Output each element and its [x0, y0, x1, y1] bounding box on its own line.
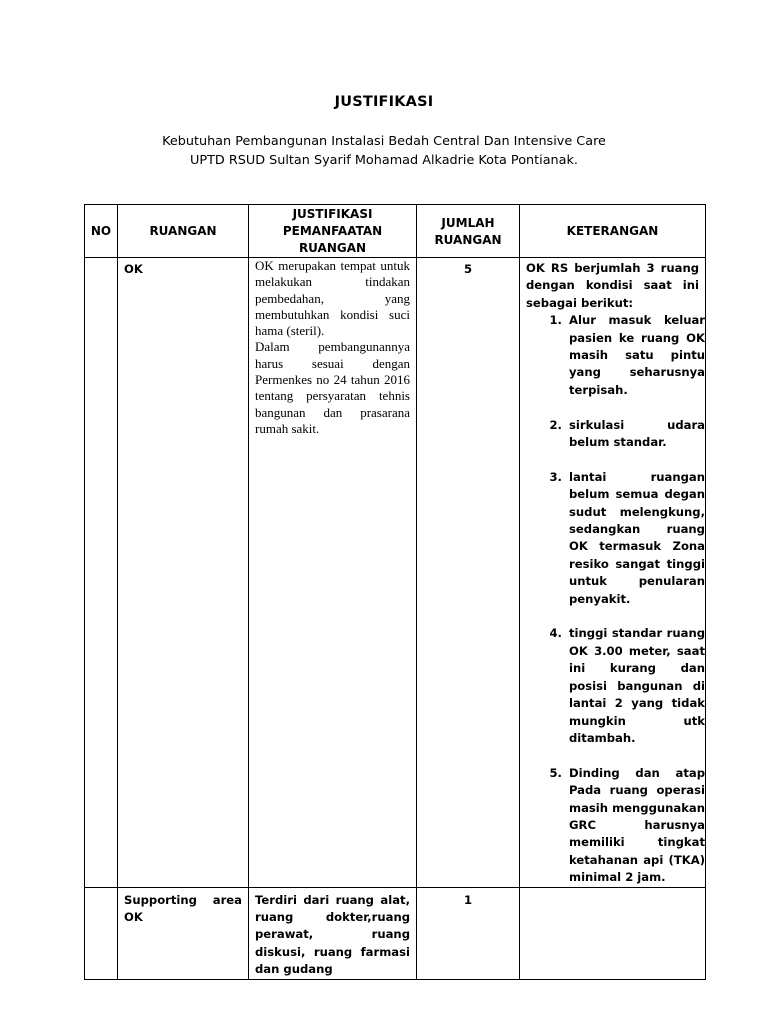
- table-row: [85, 887, 706, 979]
- cell-jumlah: [417, 887, 520, 979]
- cell-ruangan: [118, 258, 249, 888]
- header-justifikasi: [249, 205, 417, 258]
- document-title: JUSTIFIKASI: [334, 94, 434, 110]
- header-keterangan: KETERANGAN: [520, 205, 706, 258]
- header-no: NO: [85, 205, 118, 258]
- header-jumlah: [417, 205, 520, 258]
- table-header-row: [85, 205, 706, 258]
- list-item: 1. Alur masuk keluar pasien ke ruang OK masih satu pintu yang seharusnya terpisah.: [566, 312, 705, 399]
- cell-keterangan: [520, 887, 706, 979]
- cell-jumlah: [417, 258, 520, 888]
- list-item: 3. lantai ruangan belum semua degan sudut melengkung, sedangkan ruang OK termasuk Zona resiko sangat tinggi untuk penularan penyakit.: [566, 469, 705, 608]
- cell-no: [85, 887, 118, 979]
- table-row: [85, 258, 706, 888]
- list-item: 4. tinggi standar ruang OK 3.00 meter, saat ini kurang dan posisi bangunan di lantai 2 yang tidak mungkin utk ditambah.: [566, 625, 705, 747]
- cell-keterangan: [520, 258, 706, 888]
- header-ruangan: RUANGAN: [118, 205, 249, 258]
- cell-justifikasi: [249, 887, 417, 979]
- justification-table: [84, 204, 706, 980]
- cell-no: [85, 258, 118, 888]
- justifikasi-text: Terdiri dari ruang alat, ruang dokter,ruang perawat, ruang diskusi, ruang farmasi dan gudang: [255, 892, 410, 977]
- ruangan-text: Supporting area OK: [124, 892, 242, 924]
- jumlah-text: 5: [463, 262, 473, 276]
- justifikasi-paragraph-1: OK merupakan tempat untuk melakukan tindakan pembedahan, yang membutuhkan kondisi suci hama (steril).: [255, 258, 410, 339]
- document-subtitle-line1: Kebutuhan Pembangunan Instalasi Bedah Central Dan Intensive Care: [162, 134, 606, 149]
- cell-ruangan: [118, 887, 249, 979]
- keterangan-list: [520, 312, 705, 886]
- jumlah-text: 1: [463, 892, 473, 907]
- justifikasi-paragraph-2: Dalam pembangunannya harus sesuai dengan Permenkes no 24 tahun 2016 tentang persyaratan tehnis bangunan dan prasarana rumah sakit.: [255, 339, 410, 436]
- ruangan-text: OK: [124, 262, 143, 276]
- list-item: 5. Dinding dan atap Pada ruang operasi masih menggunakan GRC harusnya memiliki tingkat ketahanan api (TKA) minimal 2 jam.: [566, 765, 705, 887]
- header-justifikasi-text: JUSTIFIKASI PEMANFAATAN RUANGAN: [282, 207, 383, 255]
- keterangan-intro: OK RS berjumlah 3 ruang dengan kondisi saat ini sebagai berikut:: [526, 261, 699, 310]
- list-item: 2. sirkulasi udara belum standar.: [566, 417, 705, 452]
- document-subtitle-line2: UPTD RSUD Sultan Syarif Mohamad Alkadrie Kota Pontianak.: [190, 153, 578, 168]
- header-jumlah-text: JUMLAH RUANGAN: [434, 215, 502, 247]
- cell-justifikasi: [249, 258, 417, 888]
